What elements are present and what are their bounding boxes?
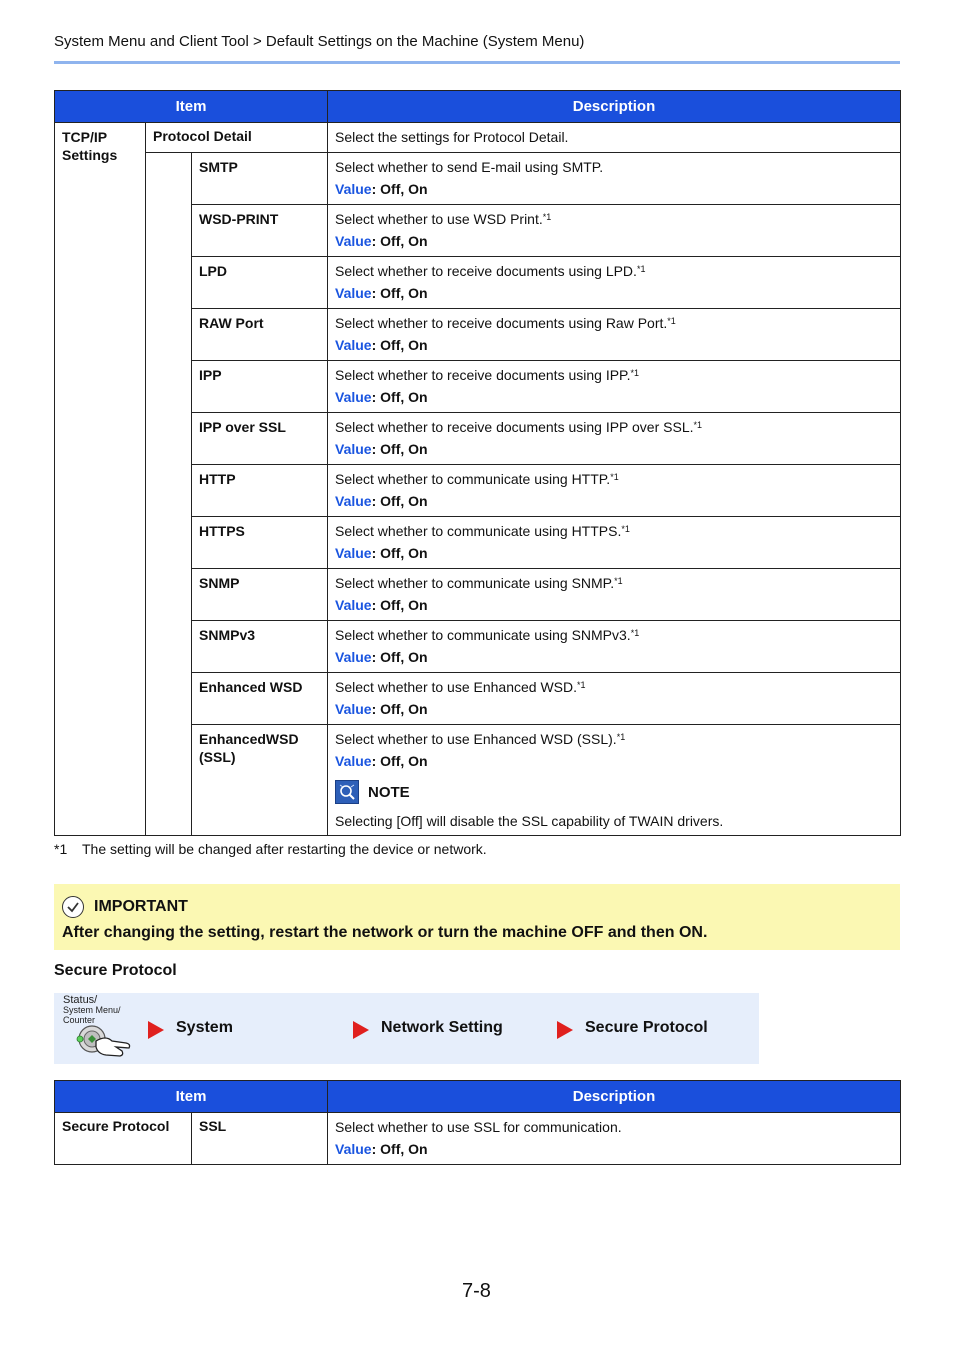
group-cell-tcpip (55, 123, 146, 836)
footnote-reference: *1 (630, 368, 639, 378)
item-cell (192, 153, 328, 205)
page-breadcrumb: System Menu and Client Tool > Default Settings on the Machine (System Menu) (54, 33, 585, 50)
description-line (335, 470, 893, 488)
description-line (335, 574, 893, 592)
description-text: Select whether to receive documents using IPP over SSL. (335, 419, 694, 435)
value-line (335, 596, 893, 614)
important-callout (54, 884, 900, 950)
footnote-reference: *1 (614, 576, 623, 586)
note-label: NOTE (368, 783, 410, 801)
description-line (335, 314, 893, 332)
description-text: Select whether to receive documents using IPP. (335, 367, 631, 383)
description-cell (328, 205, 901, 257)
item-cell (192, 257, 328, 309)
description-text: Select whether to use WSD Print. (335, 211, 543, 227)
value-line (335, 544, 893, 562)
nav-step-label: Secure Protocol (585, 1019, 708, 1036)
description-line (335, 626, 893, 644)
item-cell (192, 673, 328, 725)
column-header-description: Description (328, 91, 901, 123)
value-line (335, 492, 893, 510)
item-label: LPD (199, 263, 227, 279)
protocol-detail-table (54, 90, 901, 836)
panel-label-line: System Menu/ (63, 1005, 121, 1015)
description-text: Select whether to communicate using HTTPS. (335, 523, 622, 539)
item-cell (192, 621, 328, 673)
value-line (335, 440, 893, 458)
item-label: Enhanced WSD (199, 679, 303, 695)
note-header (335, 780, 893, 804)
navigation-path (54, 993, 759, 1064)
item-label: RAW Port (199, 315, 264, 331)
column-header-item: Item (55, 1081, 328, 1113)
value-line (335, 752, 893, 770)
value-label: Value (335, 181, 372, 197)
description-cell (328, 621, 901, 673)
item-label: SNMPv3 (199, 627, 256, 643)
value-label: Value (335, 545, 372, 561)
description-text: Select whether to use SSL for communication. (335, 1119, 622, 1135)
subgroup-description (328, 123, 901, 153)
item-label: HTTPS (199, 523, 245, 539)
description-cell (328, 257, 901, 309)
value-options: : Off, On (371, 389, 428, 405)
page-number: 7-8 (462, 1280, 491, 1302)
nav-step-secure-protocol (557, 1017, 708, 1039)
subgroup-cell (146, 123, 328, 153)
item-cell (192, 413, 328, 465)
description-cell (328, 465, 901, 517)
nav-step-system (148, 1017, 233, 1039)
footnote-reference: *1 (616, 732, 626, 742)
footnote-reference: *1 (542, 212, 552, 222)
header-divider (54, 61, 900, 64)
value-line (335, 1140, 893, 1158)
description-text: Select the settings for Protocol Detail. (335, 129, 569, 145)
secure-protocol-table (54, 1080, 901, 1165)
footnote-reference: *1 (667, 316, 676, 326)
value-options: : Off, On (371, 441, 428, 457)
checkmark-icon (62, 896, 84, 918)
value-line (335, 336, 893, 354)
footnote-reference: *1 (577, 680, 586, 690)
value-options: : Off, On (371, 181, 428, 197)
value-line (335, 388, 893, 406)
footnote-mark: *1 (54, 841, 68, 857)
value-line (335, 700, 893, 718)
description-cell (328, 569, 901, 621)
item-label: HTTP (199, 471, 236, 487)
panel-label-line: Counter (63, 1015, 96, 1025)
description-text: Select whether to communicate using SNMPv3. (335, 627, 631, 643)
important-label: IMPORTANT (94, 898, 188, 915)
item-cell-ssl (192, 1113, 328, 1165)
group-label: Secure Protocol (62, 1118, 170, 1134)
description-line (335, 158, 893, 176)
value-label: Value (335, 701, 372, 717)
right-arrow-icon (557, 1021, 573, 1039)
description-text: Select whether to send E-mail using SMTP. (335, 159, 604, 175)
value-label: Value (335, 1141, 372, 1157)
value-label: Value (335, 597, 372, 613)
panel-label-line: Status/ (63, 994, 98, 1006)
footnote-reference: *1 (630, 628, 640, 638)
description-text: Select whether to communicate using HTTP. (335, 471, 611, 487)
footnote-reference: *1 (693, 420, 703, 430)
footnote-text: The setting will be changed after restarting the device or network. (82, 841, 487, 857)
description-text: Select whether to use Enhanced WSD. (335, 679, 578, 695)
value-options: : Off, On (371, 649, 428, 665)
value-label: Value (335, 441, 372, 457)
value-options: : Off, On (371, 233, 428, 249)
description-text: Select whether to communicate using SNMP. (335, 575, 615, 591)
subgroup-label: Protocol Detail (153, 128, 252, 144)
item-label: SSL (199, 1118, 227, 1134)
value-options: : Off, On (371, 753, 428, 769)
item-cell (192, 361, 328, 413)
nav-step-label: System (176, 1019, 233, 1036)
column-header-item: Item (55, 91, 328, 123)
group-cell-secure-protocol (55, 1113, 192, 1165)
column-header-description: Description (328, 1081, 901, 1113)
value-line (335, 648, 893, 666)
value-line (335, 180, 893, 198)
value-options: : Off, On (371, 701, 428, 717)
nav-step-label: Network Setting (381, 1019, 503, 1036)
right-arrow-icon (148, 1021, 164, 1039)
footnote-reference: *1 (636, 264, 646, 274)
item-cell (192, 569, 328, 621)
description-cell (328, 413, 901, 465)
description-cell (328, 361, 901, 413)
item-label: WSD-PRINT (199, 211, 279, 227)
description-cell (328, 673, 901, 725)
value-options: : Off, On (371, 493, 428, 509)
footnote-reference: *1 (621, 524, 630, 534)
item-label: EnhancedWSD (SSL) (199, 731, 299, 765)
value-label: Value (335, 389, 372, 405)
pointing-hand-icon (76, 1025, 136, 1066)
footnote (54, 841, 487, 857)
important-text: After changing the setting, restart the network or turn the machine OFF and then ON. (62, 924, 708, 941)
description-text: Select whether to receive documents using LPD. (335, 263, 637, 279)
value-line (335, 284, 893, 302)
footnote-reference: *1 (610, 472, 619, 482)
note-magnifier-icon (335, 780, 359, 804)
value-options: : Off, On (371, 545, 428, 561)
value-options: : Off, On (371, 337, 428, 353)
description-text: Select whether to use Enhanced WSD (SSL). (335, 731, 617, 747)
description-line (335, 210, 893, 228)
item-cell (192, 517, 328, 569)
value-label: Value (335, 649, 372, 665)
right-arrow-icon (353, 1021, 369, 1039)
value-line (335, 232, 893, 250)
description-cell (328, 1113, 901, 1165)
description-line (335, 730, 893, 748)
item-cell (192, 725, 328, 836)
value-label: Value (335, 753, 372, 769)
description-cell (328, 153, 901, 205)
description-line (335, 366, 893, 384)
description-line (335, 522, 893, 540)
section-title: Secure Protocol (54, 962, 177, 979)
panel-key-label (63, 995, 121, 1025)
indent-cell (146, 153, 192, 836)
nav-step-network-setting (353, 1017, 503, 1039)
value-label: Value (335, 337, 372, 353)
item-cell (192, 309, 328, 361)
value-label: Value (335, 233, 372, 249)
description-cell (328, 309, 901, 361)
value-options: : Off, On (371, 285, 428, 301)
value-options: : Off, On (371, 1141, 428, 1157)
item-cell (192, 465, 328, 517)
description-line (335, 678, 893, 696)
item-label: SNMP (199, 575, 240, 591)
description-cell (328, 725, 901, 836)
description-line (335, 418, 893, 436)
description-line (335, 262, 893, 280)
item-label: SMTP (199, 159, 238, 175)
note-text: Selecting [Off] will disable the SSL capability of TWAIN drivers. (335, 813, 724, 829)
value-options: : Off, On (371, 597, 428, 613)
item-label: IPP over SSL (199, 419, 286, 435)
value-label: Value (335, 493, 372, 509)
description-text: Select whether to receive documents using Raw Port. (335, 315, 668, 331)
value-label: Value (335, 285, 372, 301)
item-label: IPP (199, 367, 222, 383)
item-cell (192, 205, 328, 257)
group-label: TCP/IP Settings (62, 129, 118, 163)
description-cell (328, 517, 901, 569)
